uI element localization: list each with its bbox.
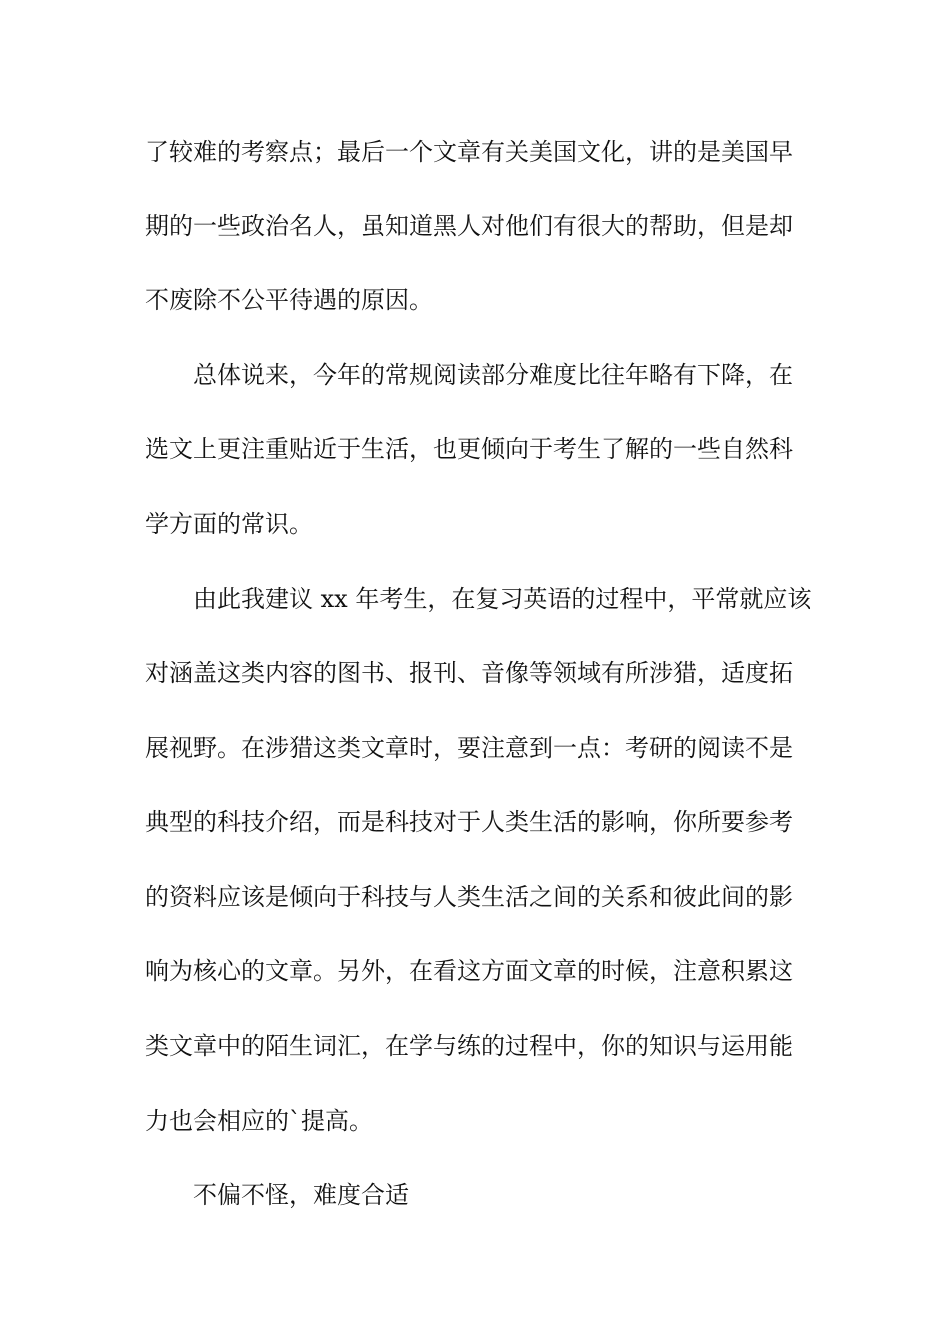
paragraph-3-line-3: 展视野。在涉猎这类文章时，要注意到一点：考研的阅读不是 <box>145 734 793 762</box>
paragraph-3-line-6: 响为核心的文章。另外，在看这方面文章的时候，注意积累这 <box>145 957 793 985</box>
paragraph-1-line-3: 不废除不公平待遇的原因。 <box>145 286 433 314</box>
paragraph-3-line-8: 力也会相应的`提高。 <box>145 1107 373 1135</box>
paragraph-3-line-5: 的资料应该是倾向于科技与人类生活之间的关系和彼此间的影 <box>145 883 793 911</box>
paragraph-2-line-2: 选文上更注重贴近于生活，也更倾向于考生了解的一些自然科 <box>145 435 793 463</box>
paragraph-4-line-1: 不偏不怪，难度合适 <box>193 1181 409 1209</box>
paragraph-3-line-1: 由此我建议 xx 年考生，在复习英语的过程中，平常就应该 <box>193 585 812 613</box>
paragraph-2-line-1: 总体说来，今年的常规阅读部分难度比往年略有下降，在 <box>193 361 793 389</box>
paragraph-1-line-2: 期的一些政治名人，虽知道黑人对他们有很大的帮助，但是却 <box>145 212 793 240</box>
paragraph-1-line-1: 了较难的考察点；最后一个文章有关美国文化，讲的是美国早 <box>145 138 793 166</box>
paragraph-3-line-2: 对涵盖这类内容的图书、报刊、音像等领域有所涉猎，适度拓 <box>145 659 793 687</box>
paragraph-3-line-4: 典型的科技介绍，而是科技对于人类生活的影响，你所要参考 <box>145 808 793 836</box>
paragraph-3-line-7: 类文章中的陌生词汇，在学与练的过程中，你的知识与运用能 <box>145 1032 793 1060</box>
paragraph-2-line-3: 学方面的常识。 <box>145 510 313 538</box>
